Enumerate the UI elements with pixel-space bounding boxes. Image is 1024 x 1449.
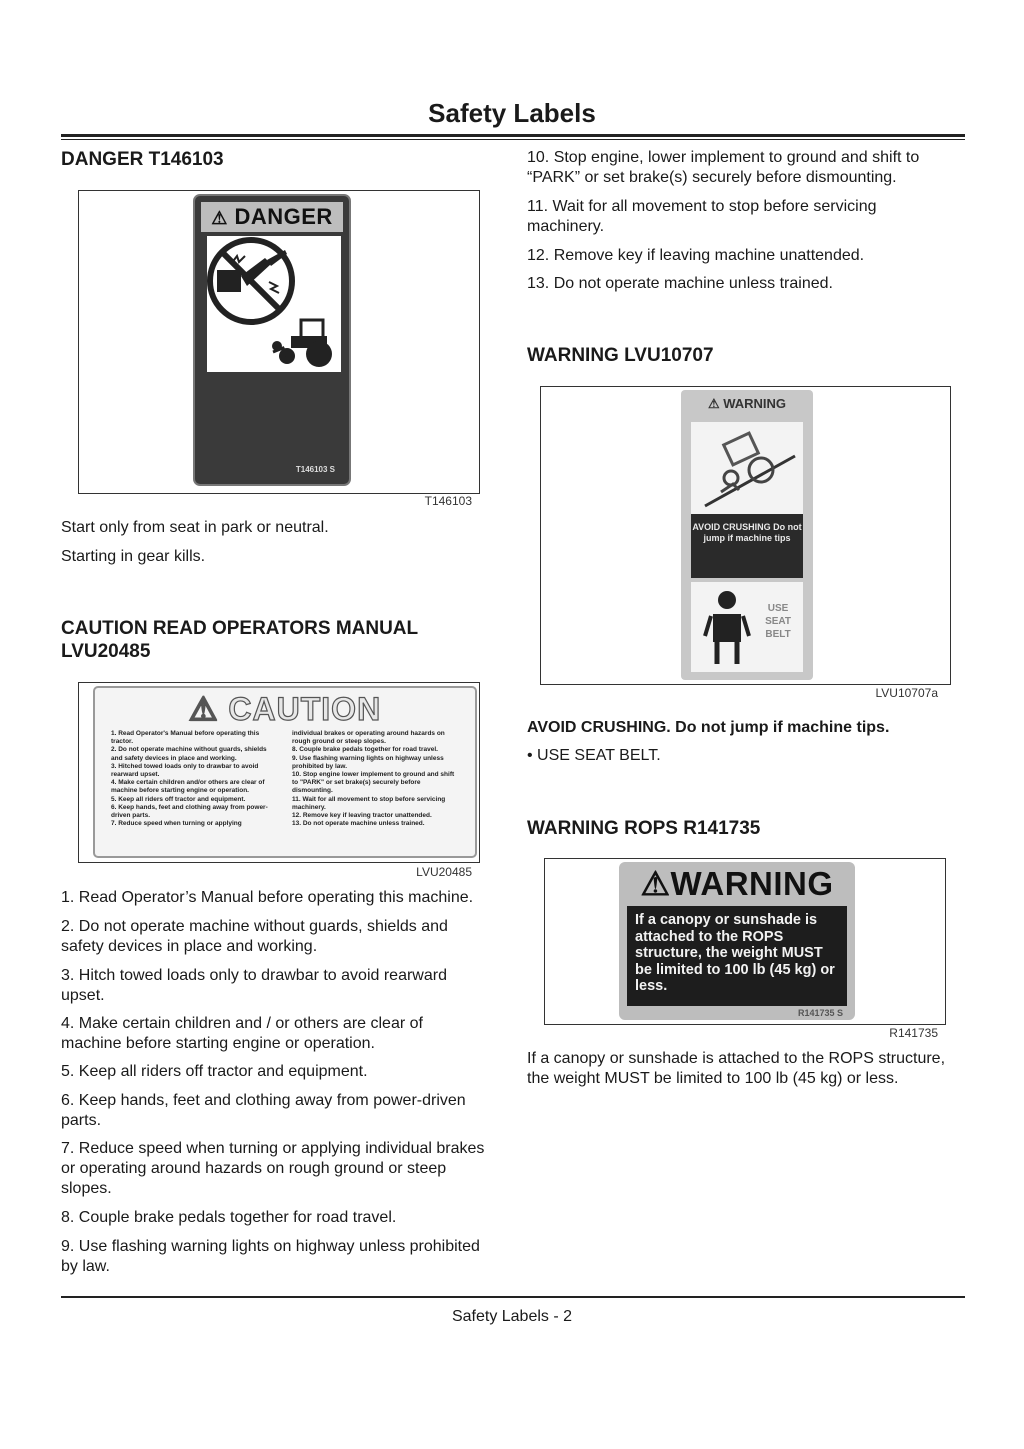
caution-item-7: 7. Reduce speed when turning or applying individual brakes or operating around hazards on rough ground or steep slopes. — [61, 1140, 485, 1197]
caution-heading-line1: CAUTION READ OPERATORS MANUAL — [61, 618, 419, 639]
seat-belt-pictogram — [691, 582, 803, 672]
caution-label-line: 5. Keep all riders off tractor and equipment. — [111, 795, 246, 803]
caution-item-11: 11. Wait for all movement to stop before servicing machinery. — [527, 198, 877, 235]
danger-caption: T146103 — [424, 494, 472, 508]
caution-label-header: ⚠ CAUTION — [188, 691, 382, 727]
no-start-pictogram — [207, 236, 341, 372]
caution-label-line: 11. Wait for all movement to stop before servicing machinery. — [292, 795, 446, 811]
caution-label-line: individual brakes or operating around hazards on rough ground or steep slopes. — [292, 730, 445, 746]
caution-item-6: 6. Keep hands, feet and clothing away from power-driven parts. — [61, 1092, 466, 1129]
caution-label-line: 9. Use flashing warning lights on highway unless prohibited by law. — [292, 754, 444, 770]
caution-item-9: 9. Use flashing warning lights on highway unless prohibited by law. — [61, 1238, 480, 1275]
caution-label-line: 10. Stop engine lower implement to ground and shift to "PARK" or set brake(s) securely before dismounting. — [292, 771, 455, 795]
caution-label-line: 13. Do not operate machine unless trained. — [292, 820, 425, 828]
warning-triangle-icon: ⚠ — [188, 691, 219, 727]
caution-item-1: 1. Read Operator’s Manual before operating this machine. — [61, 889, 474, 906]
rops-label-body: If a canopy or sunshade is attached to the ROPS structure, the weight MUST be limited to 100 lb (45 kg) or less. — [627, 906, 847, 1006]
caution-item-12: 12. Remove key if leaving machine unattended. — [527, 247, 865, 264]
warning-lvu-label-image — [681, 390, 813, 680]
caution-label-line: 3. Hitched towed loads only to drawbar to avoid rearward upset. — [111, 762, 259, 779]
avoid-crushing-text: AVOID CRUSHING. Do not jump if machine tips. — [527, 719, 890, 736]
page-title: Safety Labels — [428, 98, 596, 128]
caution-label-image — [93, 686, 477, 858]
danger-label-image — [193, 194, 351, 486]
warning-triangle-icon: ⚠ — [640, 865, 671, 902]
rops-label-image — [619, 862, 855, 1020]
caution-label-line: 8. Couple brake pedals together for road travel. — [292, 746, 438, 754]
tip-over-pictogram — [691, 422, 803, 514]
warning-lvu-figure — [540, 386, 951, 685]
caution-item-2: 2. Do not operate machine without guards, shields and safety devices in place and working. — [61, 918, 448, 955]
danger-heading: DANGER T146103 — [61, 149, 224, 170]
caution-label-line: 4. Make certain children and/or others are clear of machine before starting engine or operation. — [111, 779, 265, 795]
caution-item-10: 10. Stop engine, lower implement to ground and shift to “PARK” or set brake(s) securely before dismounting. — [527, 149, 920, 186]
caution-heading-line2: LVU20485 — [61, 641, 151, 662]
warning-lvu-heading: WARNING LVU10707 — [527, 345, 714, 366]
danger-label-header: ⚠ DANGER — [201, 202, 343, 232]
caution-label-line: 7. Reduce speed when turning or applying — [111, 820, 242, 828]
caution-label-line: 6. Keep hands, feet and clothing away from power-driven parts. — [111, 803, 268, 820]
caution-figure — [78, 682, 480, 863]
caution-item-4: 4. Make certain children and / or others are clear of machine before starting engine or operation. — [61, 1015, 423, 1052]
caution-label-line: 2. Do not operate machine without guards, shields and safety devices in place and working. — [111, 746, 267, 762]
danger-label-code: T146103 S — [295, 465, 335, 474]
caution-item-13: 13. Do not operate machine unless trained. — [527, 275, 833, 292]
rops-paragraph: If a canopy or sunshade is attached to the ROPS structure, the weight MUST be limited to 100 lb (45 kg) or less. — [527, 1050, 946, 1087]
danger-para-2: Starting in gear kills. — [61, 548, 206, 565]
caution-label-line: 1. Read Operator's Manual before operating this tractor. — [111, 730, 260, 746]
caution-item-5: 5. Keep all riders off tractor and equipment. — [61, 1063, 368, 1080]
danger-figure — [78, 190, 480, 494]
caution-label-line: 12. Remove key if leaving tractor unattended. — [292, 812, 432, 820]
caution-item-8: 8. Couple brake pedals together for road travel. — [61, 1209, 397, 1226]
caution-label-text — [111, 730, 459, 850]
rops-label-code: R141735 S — [797, 1008, 843, 1018]
rops-figure — [544, 858, 946, 1025]
header-rule-thin — [61, 139, 965, 140]
danger-para-1: Start only from seat in park or neutral. — [61, 519, 329, 536]
caution-label-col1 — [111, 730, 278, 850]
rops-caption: R141735 — [889, 1026, 938, 1040]
caution-item-3: 3. Hitch towed loads only to drawbar to avoid rearward upset. — [61, 967, 447, 1004]
rops-label-header: ⚠WARNING — [640, 865, 834, 902]
warning-lvu-caption: LVU10707a — [875, 686, 938, 700]
seat-belt-text: • USE SEAT BELT. — [527, 747, 661, 764]
warning-triangle-icon: ⚠ — [707, 396, 720, 411]
warning-triangle-icon: ⚠ — [211, 208, 228, 228]
caution-label-col2 — [292, 730, 459, 850]
avoid-crushing-panel: AVOID CRUSHING Do not jump if machine tips — [691, 514, 803, 578]
warning-lvu-label-header: ⚠ WARNING — [707, 396, 787, 411]
footer-rule — [61, 1296, 965, 1298]
page-footer: Safety Labels - 2 — [451, 1308, 573, 1325]
header-rule — [61, 134, 965, 137]
use-seat-belt-text: USE SEAT BELT — [765, 603, 791, 640]
caution-caption: LVU20485 — [416, 865, 472, 879]
rops-heading: WARNING ROPS R141735 — [527, 818, 761, 839]
